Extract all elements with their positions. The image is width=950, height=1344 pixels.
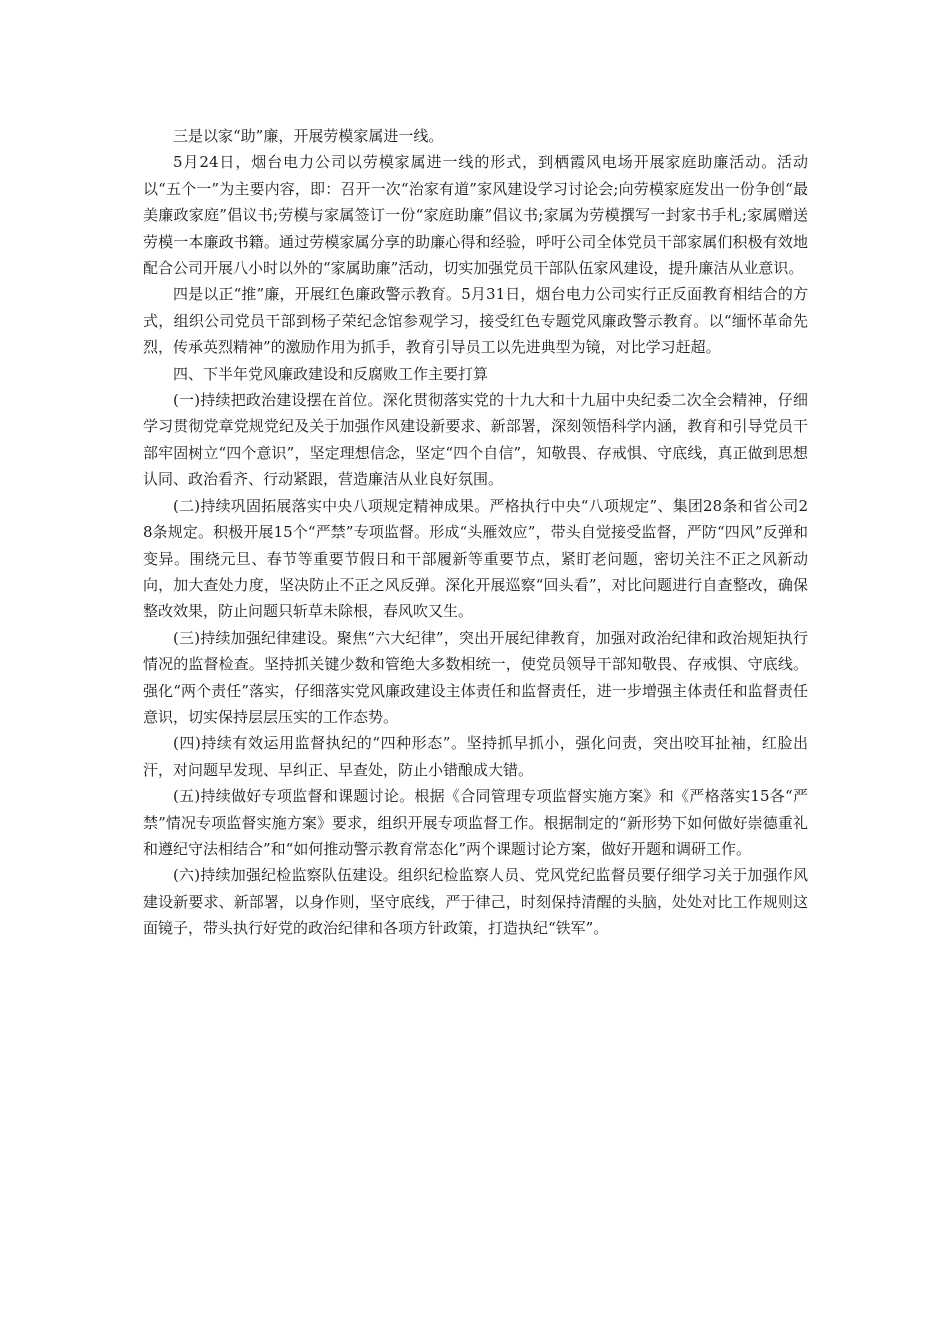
paragraph-plan-2: (二)持续巩固拓展落实中央八项规定精神成果。严格执行中央“八项规定”、集团28条和省公司28条规定。积极开展15个“严禁”专项监督。形成“头雁效应”，带头自觉接受监督，严防“四风”反弹和变异。围绕元旦、春节等重要节假日和干部履新等重要节点，紧盯老问题，密切关注不正之风新动向，加大查处力度，坚决防止不正之风反弹。深化开展巡察“回头看”，对比问题进行自查整改，确保整改效果，防止问题只斩草未除根，春风吹又生。: [143, 496, 808, 621]
paragraph-plan-4: (四)持续有效运用监督执纪的“四种形态”。坚持抓早抓小，强化问责，突出咬耳扯袖，红脸出汗，对问题早发现、早纠正、早查处，防止小错酿成大错。: [143, 734, 808, 779]
paragraph-plan-3: (三)持续加强纪律建设。聚焦“六大纪律”，突出开展纪律教育，加强对政治纪律和政治规矩执行情况的监督检查。坚持抓关键少数和管绝大多数相统一，使党员领导干部知敬畏、存戒惧、守底线。强化“两个责任”落实，仔细落实党风廉政建设主体责任和监督责任，进一步增强主体责任和监督责任意识，切实保持层层压实的工作态势。: [143, 628, 808, 726]
paragraph-may-24-activity: 5月24日，烟台电力公司以劳模家属进一线的形式，到栖霞风电场开展家庭助廉活动。活动以“五个一”为主要内容，即：召开一次“治家有道”家风建设学习讨论会;向劳模家庭发出一份争创“最美廉政家庭”倡议书;劳模与家属签订一份“家庭助廉”倡议书;家属为劳模撰写一封家书手札;家属赠送劳模一本廉政书籍。通过劳模家属分享的助廉心得和经验，呼吁公司全体党员干部家属们积极有效地配合公司开展八小时以外的“家属助廉”活动，切实加强党员干部队伍家风建设，提升廉洁从业意识。: [143, 153, 808, 278]
paragraph-red-warning-education: 四是以正“推”廉，开展红色廉政警示教育。5月31日，烟台电力公司实行正反面教育相结合的方式，组织公司党员干部到杨子荣纪念馆参观学习，接受红色专题党风廉政警示教育。以“缅怀革命先烈，传承英烈精神”的激励作用为抓手，教育引导员工以先进典型为镜，对比学习赶超。: [143, 285, 808, 357]
paragraph-plan-5: (五)持续做好专项监督和课题讨论。根据《合同管理专项监督实施方案》和《严格落实15各“严禁”情况专项监督实施方案》要求，组织开展专项监督工作。根据制定的“新形势下如何做好崇德重礼和遵纪守法相结合”和“如何推动警示教育常态化”两个课题讨论方案，做好开题和调研工作。: [143, 787, 808, 858]
section-heading-plans: 四、下半年党风廉政建设和反腐败工作主要打算: [173, 364, 489, 383]
paragraph-family-integrity: 三是以家“助”廉，开展劳模家属进一线。: [173, 127, 444, 145]
document-body: [143, 123, 808, 942]
paragraph-plan-1: (一)持续把政治建设摆在首位。深化贯彻落实党的十九大和十九届中央纪委二次全会精神，仔细学习贯彻党章党规党纪及关于加强作风建设新要求、新部署，深刻领悟科学内涵，教育和引导党员干部牢固树立“四个意识”，坚定理想信念，坚定“四个自信”，知敬畏、存戒惧、守底线，真正做到思想认同、政治看齐、行动紧跟，营造廉洁从业良好氛围。: [143, 391, 808, 489]
paragraph-plan-6: (六)持续加强纪检监察队伍建设。组织纪检监察人员、党风党纪监督员要仔细学习关于加强作风建设新要求、新部署，以身作则，坚守底线，严于律己，时刻保持清醒的头脑，处处对比工作规则这面镜子，带头执行好党的政治纪律和各项方针政策，打造执纪“铁军”。: [143, 866, 808, 938]
